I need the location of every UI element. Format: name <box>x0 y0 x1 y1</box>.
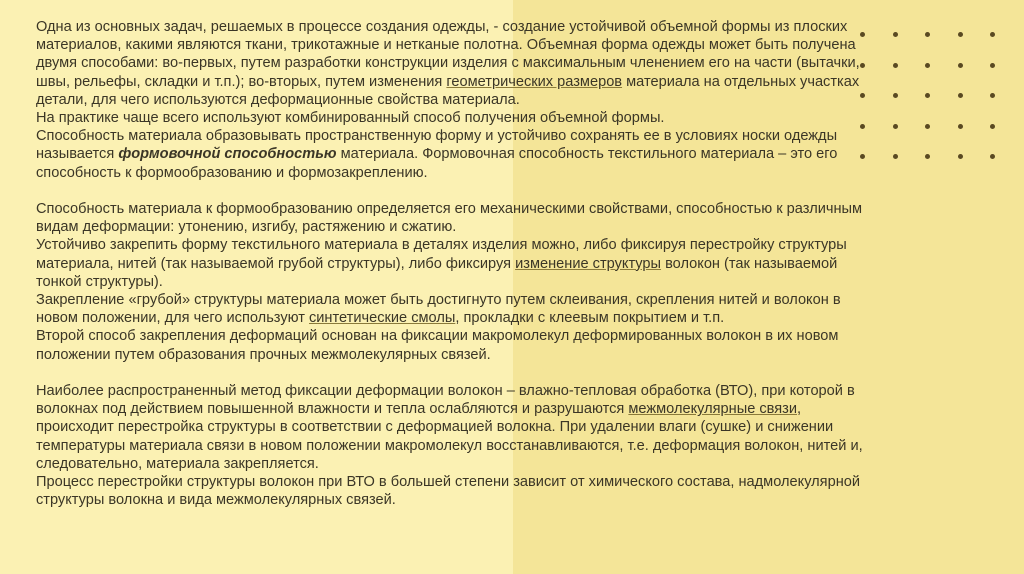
dot-icon <box>925 32 930 37</box>
dot-icon <box>893 154 898 159</box>
dot-icon <box>893 124 898 129</box>
paragraph-forming-ability: Способность материала образовывать пространственную форму и устойчиво сохранять ее в условиях носки одежды называется формовочной способностью материала. Формовочная способность текстильного материала – это его способность к формообразованию и формозакреплению. <box>36 128 838 181</box>
dot-icon <box>958 32 963 37</box>
dot-icon <box>990 93 995 98</box>
decorative-dot-grid <box>848 18 1024 168</box>
dot-icon <box>958 124 963 129</box>
paragraph-heat-moisture-treatment: Наиболее распространенный метод фиксации деформации волокон – влажно-тепловая обработка (ВТО), при которой в волокнах под действием повышенной влажности и тепла ослабляются и разрушаются межмолекулярные связи, происходит перестройка структуры в соответствии с деформацией волокна. При удалении влаги (сушке) и снижении температуры материала связи в новом положении макромолекул восстанавливаются, т.е. деформация волокон, нитей и, следовательно, материала закрепляется. <box>36 383 863 472</box>
dot-icon <box>990 154 995 159</box>
paragraph-second-method: Второй способ закрепления деформаций основан на фиксации макромолекул деформированных волокон в их новом положении путем образования прочных межмолекулярных связей. <box>36 328 839 363</box>
paragraph-restructuring-process: Процесс перестройки структуры волокон при ВТО в большей степени зависит от химического состава, надмолекулярной структуры волокна и вида межмолекулярных связей. <box>36 474 861 509</box>
dot-icon <box>925 93 930 98</box>
link-structure-change[interactable]: изменение структуры <box>515 255 662 272</box>
paragraph-coarse-structure: Закрепление «грубой» структуры материала может быть достигнуто путем склеивания, скрепления нитей и волокон в новом положении, для чего используют синтетические смолы, прокладки с клеевым покрытием и т.п. <box>36 292 841 327</box>
term-forming-ability: формовочной способностью <box>118 146 337 163</box>
dot-icon <box>925 154 930 159</box>
dot-icon <box>990 32 995 37</box>
dot-icon <box>958 63 963 68</box>
link-intermolecular-bonds[interactable]: межмолекулярные связи <box>628 401 797 418</box>
paragraph-mechanical-properties: Способность материала к формообразованию определяется его механическими свойствами, способностью к различным видам деформации: утонению, изгибу, растяжению и сжатию. <box>36 201 863 236</box>
paragraph-fixing-structure: Устойчиво закрепить форму текстильного материала в деталях изделия можно, либо фиксируя перестройку структуры материала, нитей (так называемой грубой структуры), либо фиксируя изменение структуры волокон (так называемой тонкой структуры). <box>36 237 847 290</box>
dot-icon <box>925 124 930 129</box>
dot-icon <box>893 63 898 68</box>
link-geometric-dimensions[interactable]: геометрических размеров <box>446 73 623 90</box>
article-text <box>36 18 866 509</box>
link-synthetic-resins[interactable]: синтетические смолы <box>308 310 456 327</box>
paragraph-forming-methods: Одна из основных задач, решаемых в процессе создания одежды, - создание устойчивой объемной формы из плоских материалов, какими являются ткани, трикотажные и нетканые полотна. Объемная форма одежды может быть получена двумя способами: во-первых, путем разработки конструкции изделия с максимальным членением его на части (вытачки, швы, рельефы, складки и т.п.); во-вторых, путем изменения геометрических размеров материала на отдельных участках детали, для чего используются деформационные свойства материала. <box>36 19 860 108</box>
dot-icon <box>958 154 963 159</box>
paragraph-combined-method: На практике чаще всего используют комбинированный способ получения объемной формы. <box>36 110 665 127</box>
dot-icon <box>958 93 963 98</box>
dot-icon <box>893 32 898 37</box>
dot-icon <box>925 63 930 68</box>
dot-icon <box>990 124 995 129</box>
dot-icon <box>990 63 995 68</box>
dot-icon <box>893 93 898 98</box>
